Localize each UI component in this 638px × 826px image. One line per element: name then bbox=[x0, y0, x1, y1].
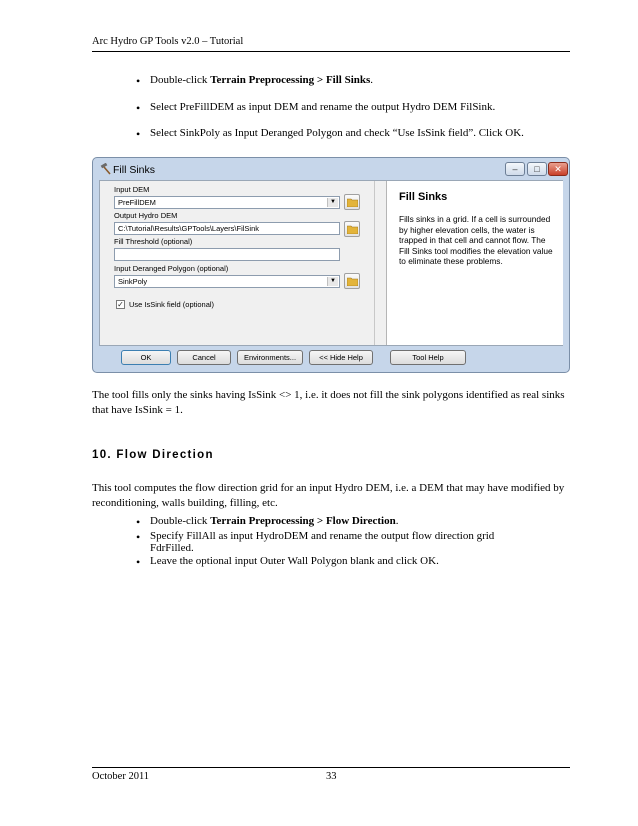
step-text: Specify FillAll as input HydroDEM and rename the output flow direction grid bbox=[150, 530, 495, 542]
output-hydro-dem-label: Output Hydro DEM bbox=[114, 211, 178, 220]
ok-button[interactable]: OK bbox=[121, 350, 171, 365]
footer-rule bbox=[92, 767, 570, 768]
dialog-body bbox=[99, 180, 563, 346]
output-hydro-dem-input[interactable]: C:\Tutorial\Results\GPTools\Layers\FilSink bbox=[114, 222, 340, 235]
environments-button[interactable]: Environments... bbox=[237, 350, 303, 365]
deranged-polygon-value: SinkPoly bbox=[118, 277, 148, 286]
hide-help-button[interactable]: << Hide Help bbox=[309, 350, 373, 365]
fill-threshold-label: Fill Threshold (optional) bbox=[114, 237, 193, 246]
step-item bbox=[150, 530, 494, 542]
chevron-down-icon[interactable]: ▼ bbox=[327, 277, 338, 286]
cancel-button[interactable]: Cancel bbox=[177, 350, 231, 365]
step-continuation: FdrFilled. bbox=[150, 542, 194, 554]
maximize-button[interactable]: □ bbox=[527, 162, 547, 176]
browse-folder-button[interactable] bbox=[344, 273, 360, 289]
deranged-polygon-label: Input Deranged Polygon (optional) bbox=[114, 264, 229, 273]
help-title: Fill Sinks bbox=[399, 191, 448, 203]
step-bold: Terrain Preprocessing > Fill Sinks bbox=[210, 74, 371, 86]
tool-help-button[interactable]: Tool Help bbox=[390, 350, 466, 365]
page-number: 33 bbox=[326, 771, 337, 782]
input-dem-select[interactable] bbox=[114, 196, 340, 209]
fill-threshold-input[interactable] bbox=[114, 248, 340, 261]
use-issink-checkbox[interactable]: ✓ bbox=[117, 300, 124, 309]
input-dem-value: PreFillDEM bbox=[118, 198, 156, 207]
use-issink-label: Use IsSink field (optional) bbox=[129, 300, 215, 309]
step-text-end: . bbox=[395, 515, 399, 527]
deranged-polygon-select[interactable] bbox=[114, 275, 340, 288]
footer-date: October 2011 bbox=[92, 771, 150, 782]
step-item bbox=[150, 555, 439, 567]
close-button[interactable]: ✕ bbox=[548, 162, 568, 176]
step-item bbox=[150, 127, 524, 139]
step-bold: Terrain Preprocessing > Flow Direction bbox=[210, 515, 396, 527]
step-text: Leave the optional input Outer Wall Polygon blank and click OK. bbox=[150, 555, 439, 567]
parameters-pane bbox=[100, 181, 373, 345]
step-item bbox=[150, 74, 373, 86]
step-text: Double-click bbox=[150, 515, 211, 527]
chevron-down-icon[interactable]: ▼ bbox=[327, 198, 338, 207]
step-text: Select PreFillDEM as input DEM and rename the output Hydro DEM FilSink. bbox=[150, 101, 496, 113]
help-text: Fills sinks in a grid. If a cell is surrounded by higher elevation cells, the water is trapped in that cell and cannot flow. The Fill Sinks tool modifies the elevation value to eliminate these problems. bbox=[399, 214, 553, 267]
fill-sinks-dialog bbox=[92, 157, 570, 373]
step-item bbox=[150, 515, 398, 527]
step-text: Double-click bbox=[150, 74, 211, 86]
hammer-icon bbox=[100, 163, 112, 175]
browse-folder-button[interactable] bbox=[344, 194, 360, 210]
browse-folder-button[interactable] bbox=[344, 221, 360, 237]
paragraph: This tool computes the flow direction grid for an input Hydro DEM, i.e. a DEM that may have modified by reconditioning, walls building, filling, etc. bbox=[92, 482, 565, 509]
paragraph: The tool fills only the sinks having IsSink <> 1, i.e. it does not fill the sink polygons identified as real sinks that have IsSink = 1. bbox=[92, 389, 565, 416]
folder-icon bbox=[347, 224, 358, 234]
section-heading: 10. Flow Direction bbox=[92, 449, 214, 461]
minimize-button[interactable]: – bbox=[505, 162, 525, 176]
folder-icon bbox=[347, 276, 358, 286]
step-item bbox=[150, 101, 495, 113]
input-dem-label: Input DEM bbox=[114, 185, 150, 194]
pane-splitter[interactable] bbox=[374, 181, 386, 345]
dialog-title: Fill Sinks bbox=[113, 164, 156, 176]
page-header: Arc Hydro GP Tools v2.0 – Tutorial bbox=[92, 36, 244, 47]
folder-icon bbox=[347, 197, 358, 207]
step-text: Select SinkPoly as Input Deranged Polygon and check “Use IsSink field”. Click OK. bbox=[150, 127, 524, 139]
help-pane bbox=[386, 181, 563, 345]
header-rule bbox=[92, 51, 570, 52]
step-text-end: . bbox=[370, 74, 374, 86]
